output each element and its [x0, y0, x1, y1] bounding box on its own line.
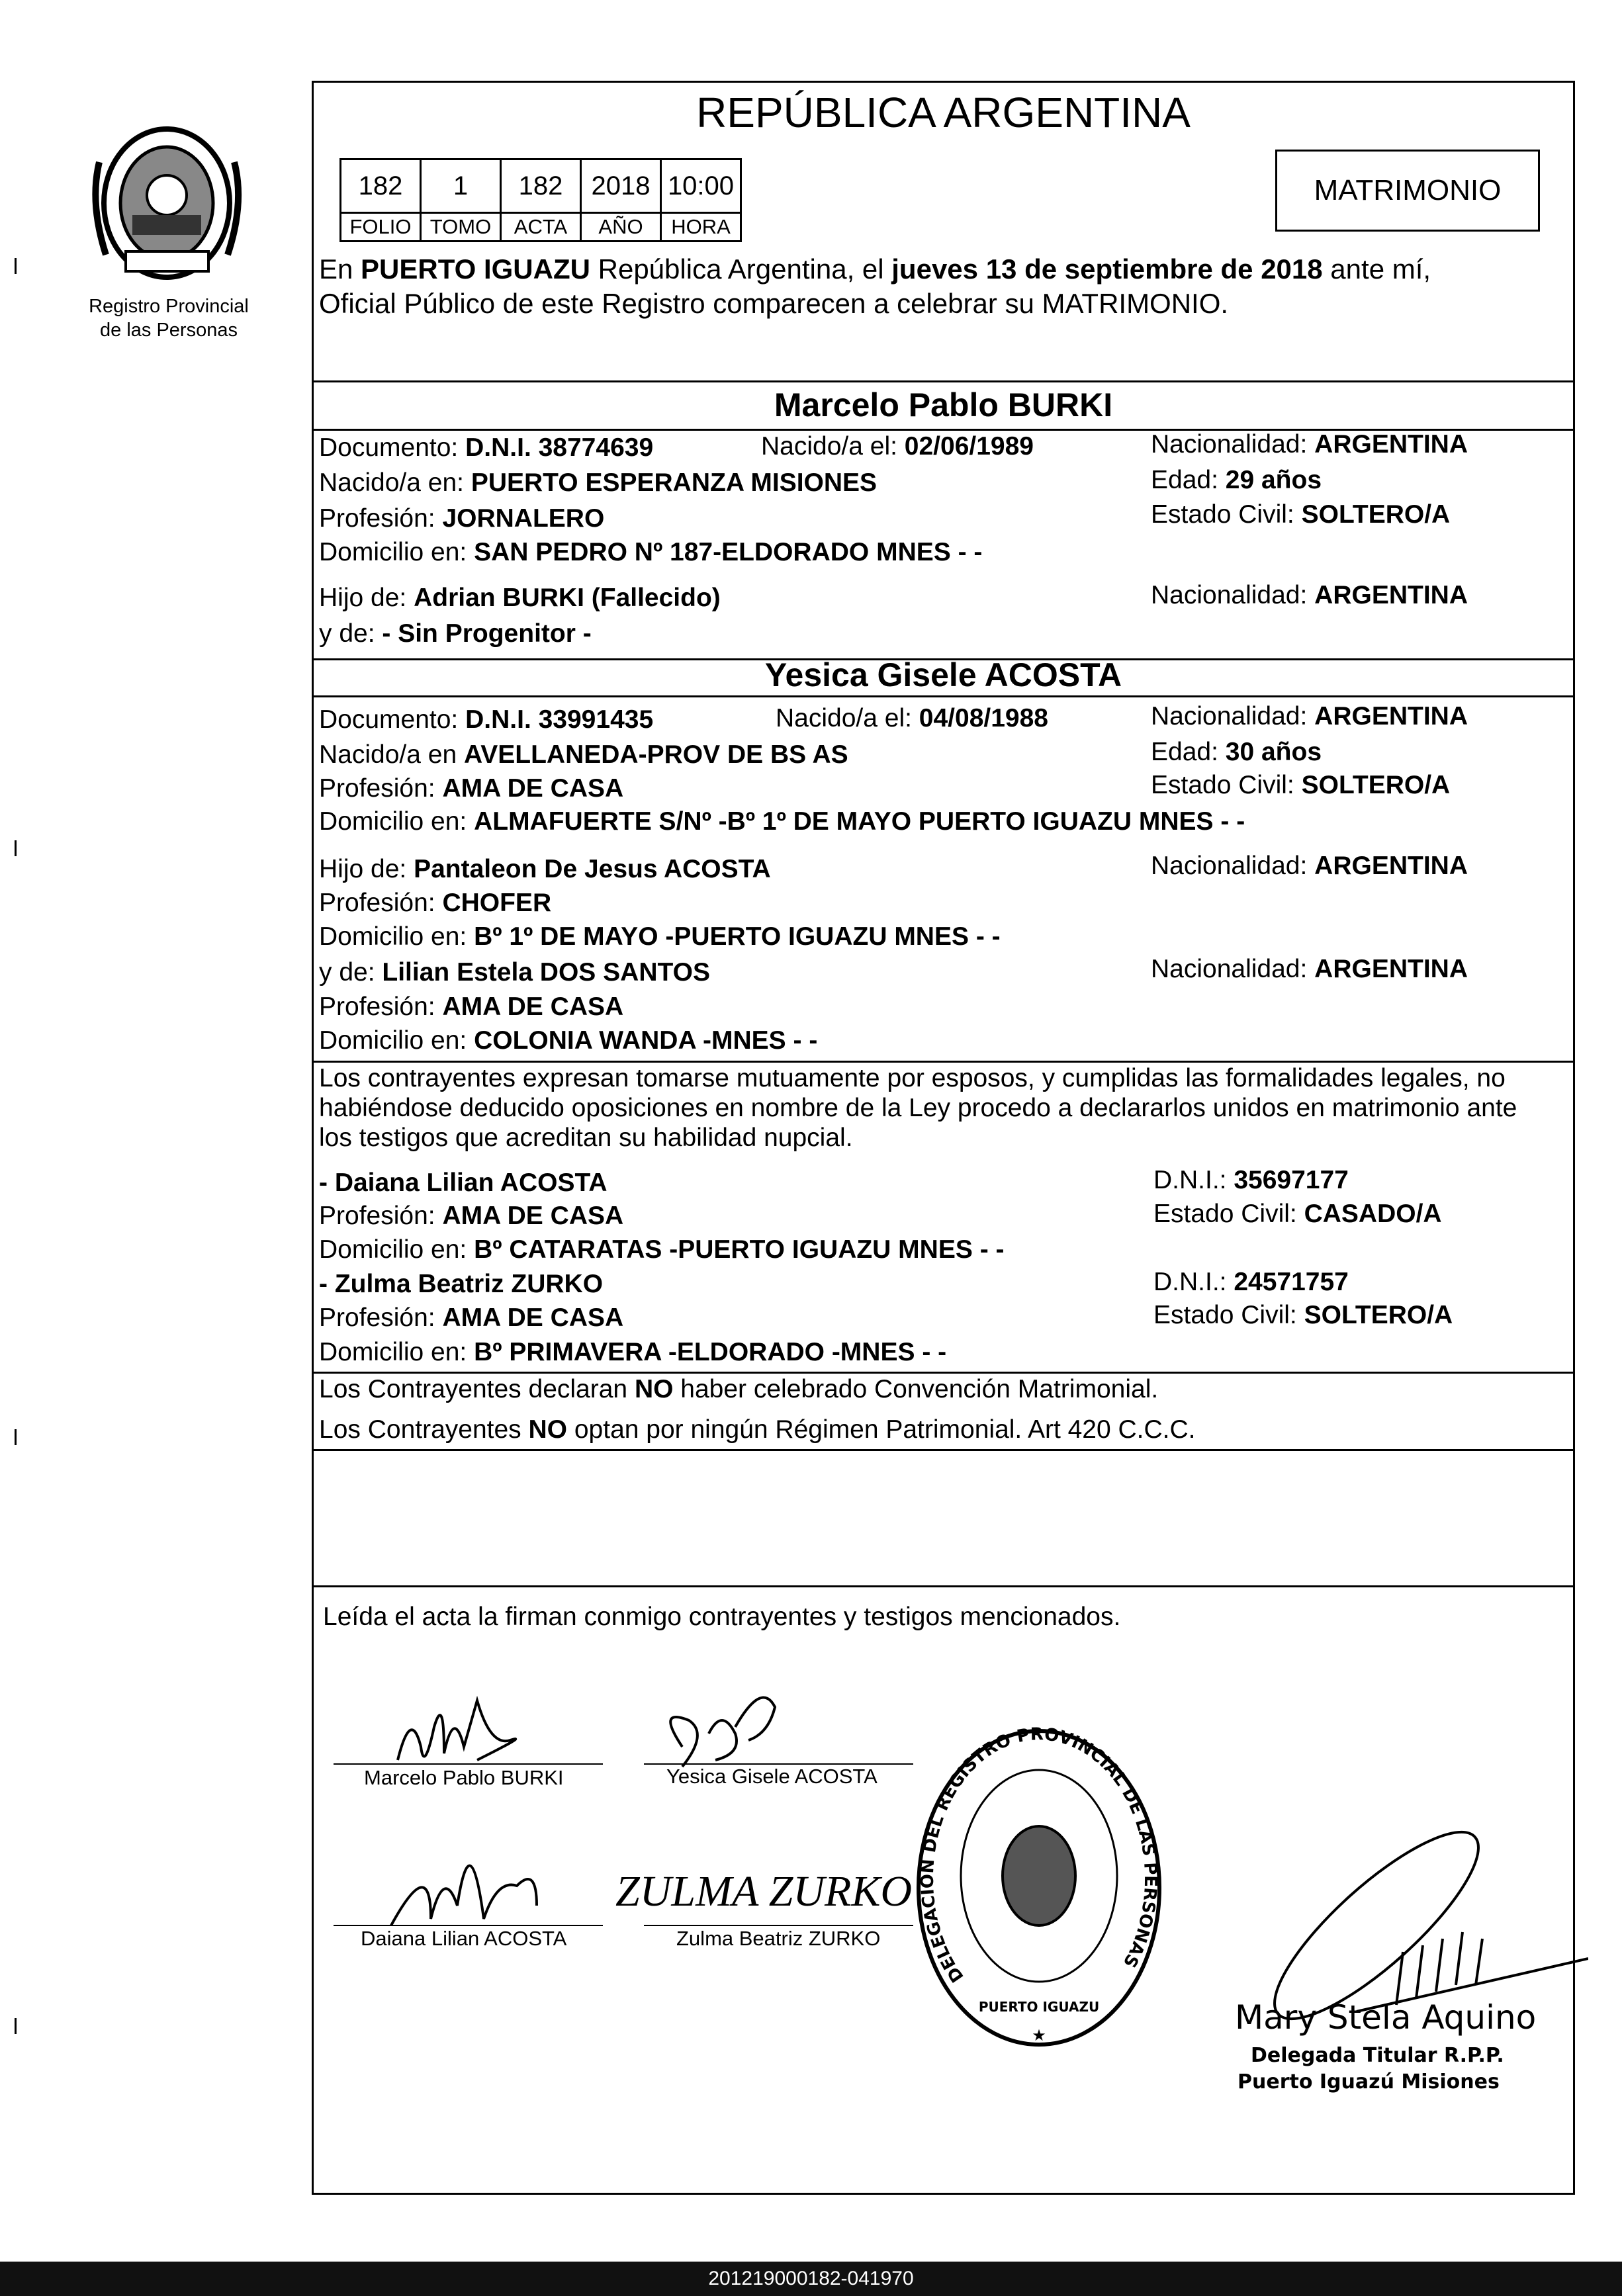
value: ARGENTINA — [1314, 430, 1468, 459]
spouse1-document — [319, 435, 653, 461]
value: AMA DE CASA — [442, 993, 624, 1021]
text: En — [319, 253, 361, 285]
value: - Sin Progenitor - — [382, 619, 592, 648]
signature-line — [644, 1925, 913, 1926]
label: y de: — [319, 958, 383, 987]
value: Bº 1º DE MAYO -PUERTO IGUAZU MNES - - — [474, 922, 1001, 951]
act-type-box: MATRIMONIO — [1275, 150, 1540, 232]
value: ALMAFUERTE S/Nº -Bº 1º DE MAYO PUERTO IGUAZU MNES - - — [474, 807, 1245, 836]
label: Edad: — [1151, 738, 1226, 766]
value: JORNALERO — [442, 504, 605, 533]
value: SAN PEDRO Nº 187-ELDORADO MNES - - — [474, 538, 983, 566]
value: Pantaleon De Jesus ACOSTA — [414, 855, 771, 883]
declaration-line: Los contrayentes expresan tomarse mutuamente por esposos, y cumplidas las formalidades legales, no — [319, 1064, 1506, 1092]
spouse2-civil-status — [1151, 772, 1450, 798]
value: 29 años — [1225, 466, 1322, 494]
label: Documento: — [319, 433, 466, 462]
spouse1-civil-status — [1151, 502, 1450, 527]
value: COLONIA WANDA -MNES - - — [474, 1026, 818, 1055]
label: Estado Civil: — [1151, 500, 1302, 529]
closing-statement: Leída el acta la firman conmigo contrayentes y testigos mencionados. — [323, 1603, 1121, 1631]
divider — [312, 695, 1575, 697]
value: AMA DE CASA — [442, 1202, 624, 1230]
intro-line-2: Oficial Público de este Registro comparecen a celebrar su MATRIMONIO. — [319, 288, 1229, 319]
text: República Argentina, el — [590, 253, 892, 285]
label: Domicilio en: — [319, 807, 474, 836]
spouse1-nationality — [1151, 431, 1468, 457]
spouse2-father-profession — [319, 890, 551, 916]
label: Estado Civil: — [1153, 1200, 1304, 1228]
spouse2-mother-nationality — [1151, 956, 1468, 982]
label: Profesión: — [319, 504, 443, 533]
value: - Zulma Beatriz ZURKO — [319, 1270, 604, 1298]
label: Nacionalidad: — [1151, 852, 1315, 880]
witness1-address — [319, 1237, 1005, 1262]
spouse1-mother — [319, 621, 592, 646]
label: Domicilio en: — [319, 922, 474, 951]
signature-name: Daiana Lilian ACOSTA — [361, 1927, 567, 1950]
star-icon: ★ — [1032, 2027, 1046, 2045]
label: Hijo de: — [319, 855, 414, 883]
signature-name: Marcelo Pablo BURKI — [364, 1766, 564, 1789]
label: Hijo de: — [319, 584, 414, 612]
spouse1-profession — [319, 506, 604, 531]
spouse2-mother-address — [319, 1028, 817, 1053]
convention-statement — [319, 1376, 1158, 1402]
acta-label: ACTA — [501, 213, 581, 242]
value: Bº CATARATAS -PUERTO IGUAZU MNES - - — [474, 1235, 1005, 1264]
value: ARGENTINA — [1314, 852, 1468, 880]
caption-line: Registro Provincial — [89, 296, 249, 317]
official-place: Puerto Iguazú Misiones — [1238, 2070, 1500, 2094]
value: 30 años — [1225, 738, 1322, 766]
declaration-line: los testigos que acreditan su habilidad nupcial. — [319, 1124, 853, 1152]
anio-value: 2018 — [581, 159, 661, 213]
spouse1-age — [1151, 467, 1322, 493]
value: SOLTERO/A — [1301, 500, 1451, 529]
acta-value: 182 — [501, 159, 581, 213]
label: Nacionalidad: — [1151, 702, 1315, 730]
signature-name: Yesica Gisele ACOSTA — [666, 1765, 878, 1788]
text: Los Contrayentes — [319, 1415, 529, 1444]
spouse2-father — [319, 856, 771, 882]
divider — [312, 1585, 1575, 1587]
value: CASADO/A — [1304, 1200, 1442, 1228]
spouse1-father-nationality — [1151, 582, 1468, 608]
label: Domicilio en: — [319, 1235, 474, 1264]
label: Profesión: — [319, 889, 443, 917]
spouse2-name: Yesica Gisele ACOSTA — [764, 656, 1122, 693]
witness2-dni — [1153, 1269, 1349, 1295]
document-title: REPÚBLICA ARGENTINA — [696, 89, 1191, 136]
declaration-line: habiéndose deducido oposiciones en nombre de la Ley procedo a declararlos unidos en matrimonio ante — [319, 1094, 1517, 1122]
value: D.N.I. 33991435 — [465, 705, 654, 734]
spouse1-birthplace — [319, 470, 877, 496]
spouse1-father — [319, 585, 721, 611]
registry-table — [339, 158, 742, 242]
folio-value: 182 — [341, 159, 421, 213]
tomo-value: 1 — [421, 159, 501, 213]
divider — [312, 1372, 1575, 1374]
anio-label: AÑO — [581, 213, 661, 242]
label: Nacido/a en — [319, 740, 464, 769]
signature-daiana — [391, 1866, 537, 1925]
spouse2-document — [319, 707, 653, 732]
label: Nacionalidad: — [1151, 430, 1315, 459]
official-stamp — [915, 1727, 1163, 2049]
value: 24571757 — [1234, 1268, 1349, 1296]
registry-caption — [69, 294, 268, 343]
label: Nacionalidad: — [1151, 581, 1315, 609]
value: D.N.I. 38774639 — [465, 433, 654, 462]
city: PUERTO IGUAZU — [361, 253, 590, 285]
spouse2-father-address — [319, 924, 1001, 949]
document-id-footer: 201219000182-041970 — [0, 2262, 1622, 2296]
scan-mark — [15, 1429, 17, 1445]
spouse2-nationality — [1151, 703, 1468, 729]
value: - Daiana Lilian ACOSTA — [319, 1169, 608, 1197]
signature-yesica — [670, 1697, 775, 1767]
intro-line-1 — [319, 255, 1431, 283]
value: SOLTERO/A — [1301, 771, 1451, 799]
scan-mark — [15, 2018, 17, 2034]
label: Profesión: — [319, 1303, 443, 1332]
stamp-ring-text: DELEGACION DEL REGISTRO PROVINCIAL DE LAS PERSONAS — [917, 1727, 1161, 1986]
signature-line — [334, 1763, 603, 1765]
spouse1-birthdate — [761, 433, 1034, 459]
spouse2-age — [1151, 739, 1322, 765]
text: NO — [528, 1415, 568, 1444]
value: AMA DE CASA — [442, 774, 624, 803]
value: SOLTERO/A — [1304, 1301, 1453, 1329]
witness1-civil-status — [1153, 1201, 1442, 1227]
divider — [312, 380, 1575, 382]
province-seal-logo — [86, 122, 248, 285]
label: Domicilio en: — [319, 1026, 474, 1055]
signature-marcelo — [398, 1700, 516, 1760]
stamp-center-text: PUERTO IGUAZU — [978, 1999, 1100, 2015]
value: ARGENTINA — [1314, 702, 1468, 730]
label: Profesión: — [319, 1202, 443, 1230]
spouse2-mother-profession — [319, 994, 623, 1020]
date: jueves 13 de septiembre de 2018 — [891, 253, 1323, 285]
spouse2-profession — [319, 775, 623, 801]
value: AVELLANEDA-PROV DE BS AS — [463, 740, 848, 769]
label: Estado Civil: — [1151, 771, 1302, 799]
hora-value: 10:00 — [661, 159, 741, 213]
spouse1-address — [319, 539, 982, 565]
witness2-name — [319, 1271, 603, 1297]
spouse1-name: Marcelo Pablo BURKI — [774, 386, 1113, 423]
spouse2-father-nationality — [1151, 853, 1468, 879]
value: 35697177 — [1234, 1166, 1349, 1194]
value: CHOFER — [442, 889, 552, 917]
text: haber celebrado Convención Matrimonial. — [673, 1375, 1159, 1403]
tomo-label: TOMO — [421, 213, 501, 242]
text: Los Contrayentes declaran — [319, 1375, 635, 1403]
spouse2-address — [319, 809, 1245, 834]
label: Nacido/a en: — [319, 468, 471, 497]
label: Profesión: — [319, 774, 443, 803]
signature-name: Zulma Beatriz ZURKO — [676, 1927, 881, 1950]
caption-line: de las Personas — [100, 320, 238, 341]
label: Nacido/a el: — [761, 432, 905, 461]
label: Nacionalidad: — [1151, 955, 1315, 983]
label: y de: — [319, 619, 383, 648]
value: PUERTO ESPERANZA MISIONES — [471, 468, 878, 497]
text: optan por ningún Régimen Patrimonial. Art 420 C.C.C. — [567, 1415, 1196, 1444]
value: Adrian BURKI (Fallecido) — [414, 584, 721, 612]
hora-label: HORA — [661, 213, 741, 242]
signature-line — [334, 1925, 603, 1926]
value: ARGENTINA — [1314, 581, 1468, 609]
label: D.N.I.: — [1153, 1166, 1234, 1194]
official-role: Delegada Titular R.P.P. — [1251, 2044, 1504, 2067]
divider — [312, 1061, 1575, 1063]
witness1-name — [319, 1170, 608, 1196]
spouse2-mother — [319, 959, 710, 985]
value: 04/08/1988 — [919, 704, 1048, 732]
scan-mark — [15, 840, 17, 856]
value: Lilian Estela DOS SANTOS — [382, 958, 710, 987]
value: ARGENTINA — [1314, 955, 1468, 983]
label: Nacido/a el: — [776, 704, 919, 732]
witness1-profession — [319, 1203, 623, 1229]
spouse2-birthdate — [776, 705, 1048, 731]
witness2-civil-status — [1153, 1302, 1453, 1328]
spouse2-birthplace — [319, 742, 848, 768]
label: Profesión: — [319, 993, 443, 1021]
value: Bº PRIMAVERA -ELDORADO -MNES - - — [474, 1338, 947, 1366]
label: Documento: — [319, 705, 466, 734]
witness1-dni — [1153, 1167, 1349, 1193]
label: Domicilio en: — [319, 538, 474, 566]
scan-mark — [15, 258, 17, 274]
official-name: Mary Stela Aquino — [1235, 1998, 1537, 2037]
regime-statement — [319, 1417, 1196, 1442]
text: NO — [634, 1375, 674, 1403]
folio-label: FOLIO — [341, 213, 421, 242]
label: D.N.I.: — [1153, 1268, 1234, 1296]
divider — [312, 1449, 1575, 1451]
official-signature — [1231, 1720, 1588, 2038]
text: ante mí, — [1322, 253, 1431, 285]
value: 02/06/1989 — [904, 432, 1034, 461]
label: Edad: — [1151, 466, 1226, 494]
witness2-profession — [319, 1305, 623, 1331]
witness2-address — [319, 1339, 946, 1365]
label: Domicilio en: — [319, 1338, 474, 1366]
handwritten-name: ZULMA ZURKO — [615, 1867, 913, 1916]
label: Estado Civil: — [1153, 1301, 1304, 1329]
value: AMA DE CASA — [442, 1303, 624, 1332]
